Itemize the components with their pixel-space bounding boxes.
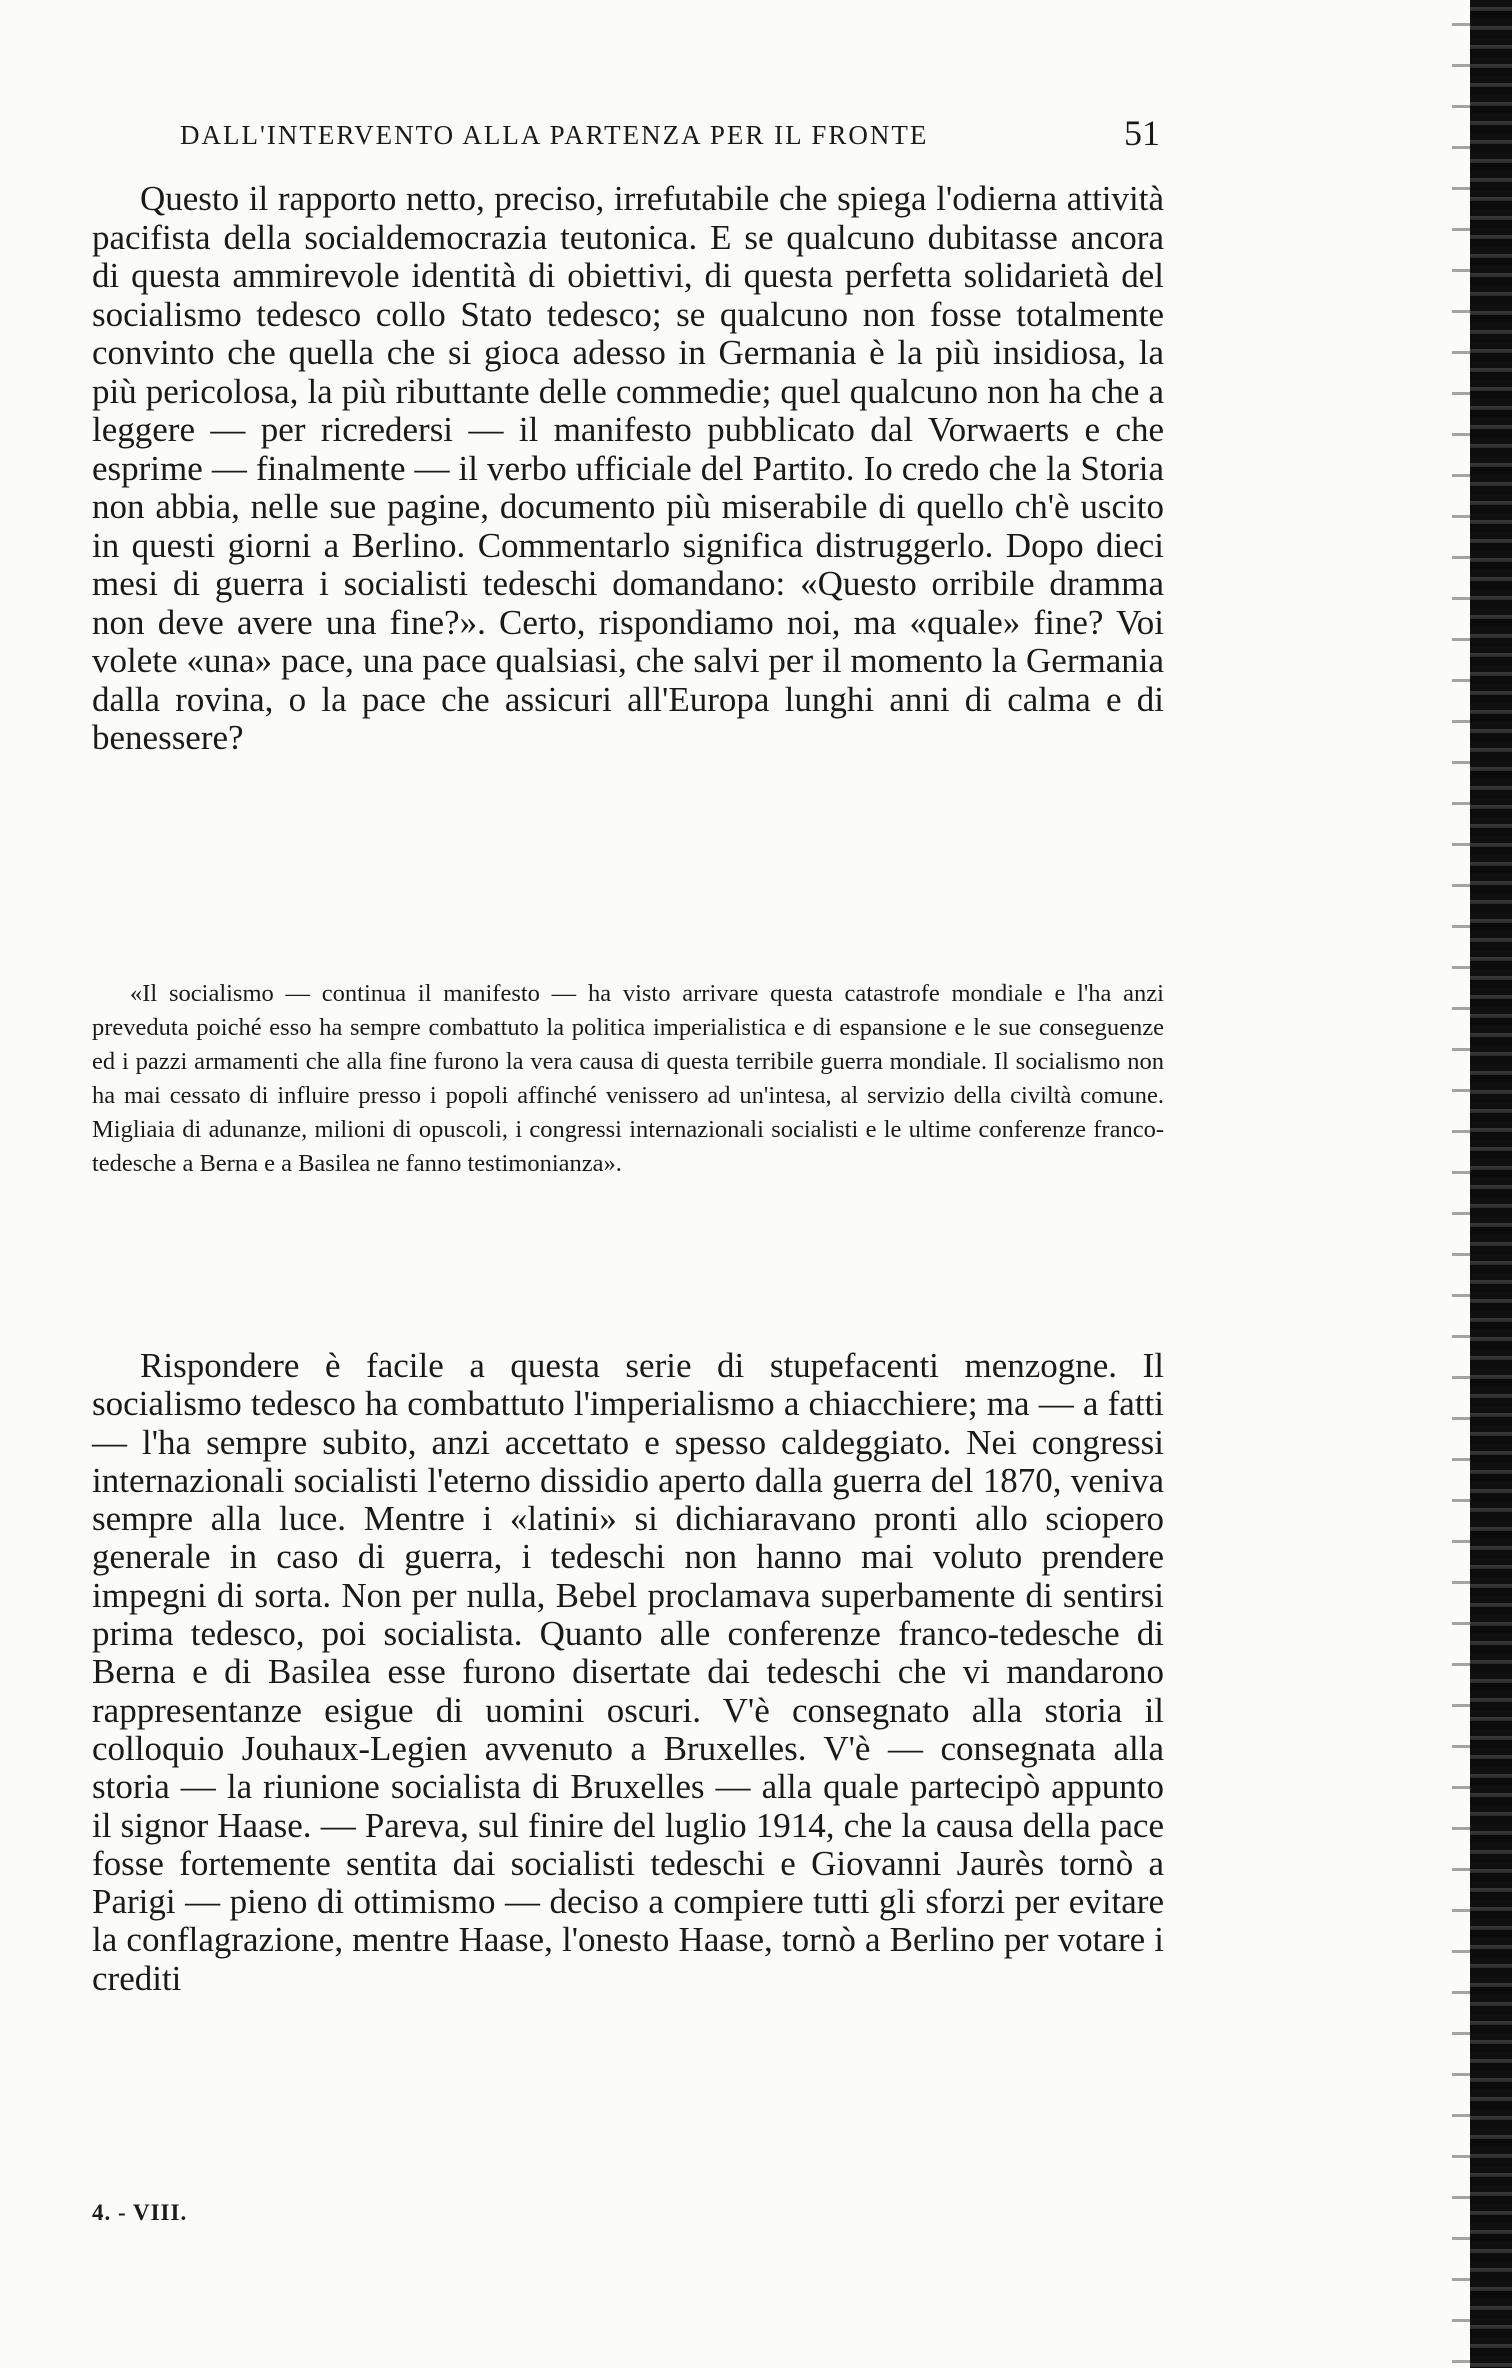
scan-edge-fringe	[1452, 0, 1470, 2368]
signature-mark: 4. - VIII.	[92, 2200, 188, 2225]
page-number: 51	[1124, 113, 1160, 153]
running-head	[180, 112, 1160, 162]
scan-binding-edge	[1470, 0, 1512, 2368]
paragraph-2: Rispondere è facile a questa serie di stupefacenti menzogne. Il socialismo tedesco ha combattuto l'imperialismo a chiacchiere; ma — a fatti — l'ha sempre subito, anzi accettato e spesso caldeggiato. Nei congressi internazionali socialisti l'eterno dissidio aperto dalla guerra del 1870, veniva sempre alla luce. Mentre i «latini» si dichiaravano pronti allo sciopero generale in caso di guerra, i tedeschi non hanno mai voluto prendere impegni di sorta. Non per nulla, Bebel proclamava superbamente di sentirsi prima tedesco, poi socialista. Quanto alle conferenze franco-tedesche di Berna e di Basilea esse furono disertate dai tedeschi che vi mandarono rappresentanze esigue di uomini oscuri. V'è consegnato alla storia il colloquio Jouhaux-Legien avvenuto a Bruxelles. V'è — consegnata alla storia — la riunione socialista di Bruxelles — alla quale partecipò appunto il signor Haase. — Pareva, sul finire del luglio 1914, che la causa della pace fosse fortemente sentita dai socialisti tedeschi e Giovanni Jaurès tornò a Parigi — pieno di ottimismo — deciso a compiere tutti gli sforzi per evitare la conflagrazione, mentre Haase, l'onesto Haase, tornò a Berlino per votare i crediti	[92, 1346, 1164, 1998]
paragraph-1: Questo il rapporto netto, preciso, irrefutabile che spiega l'odierna attività pacifista della socialdemocrazia teutonica. E se qualcuno dubitasse ancora di questa ammirevole identità di obiettivi, di questa perfetta solidarietà del socialismo tedesco collo Stato tedesco; se qualcuno non fosse totalmente convinto che quella che si gioca adesso in Germania è la più insidiosa, la più pericolosa, la più ributtante delle commedie; quel qualcuno non ha che a leggere — per ricredersi — il manifesto pubblicato dal Vorwaerts e che esprime — finalmente — il verbo ufficiale del Partito. Io credo che la Storia non abbia, nelle sue pagine, documento più miserabile di quello ch'è uscito in questi giorni a Berlino. Commentarlo significa distruggerlo. Dopo dieci mesi di guerra i socialisti tedeschi domandano: «Questo orribile dramma non deve avere una fine?». Certo, rispondiamo noi, ma «quale» fine? Voi volete «una» pace, una pace qualsiasi, che salvi per il momento la Germania dalla rovina, o la pace che assicuri all'Europa lunghi anni di calma e di benessere?	[92, 179, 1164, 757]
block-quote: «Il socialismo — continua il manifesto — ha visto arrivare questa catastrofe mondiale e l'ha anzi preveduta poiché esso ha sempre combattuto la politica imperialistica e di espansione e le sue conseguenze ed i pazzi armamenti che alla fine furono la vera causa di questa terribile guerra mondiale. Il socialismo non ha mai cessato di influire presso i popoli affinché venissero ad un'intesa, al servizio della civiltà comune. Migliaia di adunanze, milioni di opuscoli, i congressi internazionali socialisti e le ultime conferenze franco-tedesche a Berna e a Basilea ne fanno testimonianza».	[92, 980, 1164, 1177]
running-title: DALL'INTERVENTO ALLA PARTENZA PER IL FRONTE	[180, 120, 929, 150]
